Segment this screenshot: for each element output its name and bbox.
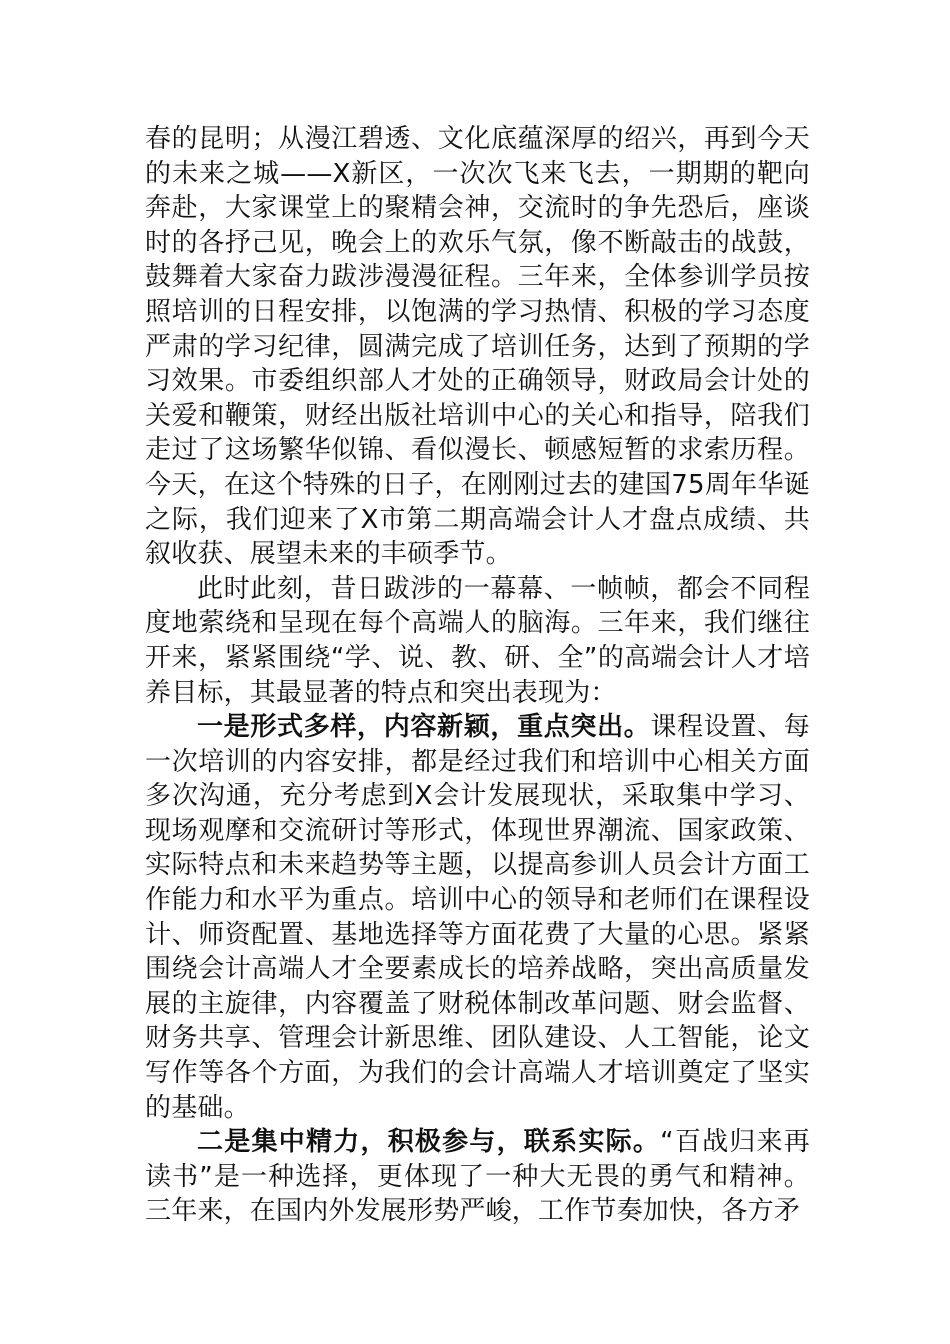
paragraph-lead: 一是形式多样，内容新颖，重点突出。	[197, 712, 651, 743]
paragraph-text: “百战归来再读书”是一种选择，更体现了一种大无畏的勇气和精神。三年来，在国内外发展形势严峻，工作节奏加快，各方矛	[145, 1127, 811, 1227]
paragraph-point-one	[145, 710, 810, 1125]
paragraph-lead: 二是集中精力，积极参与，联系实际。	[197, 1127, 661, 1158]
paragraph-point-two	[145, 1125, 810, 1229]
paragraph-text: 此时此刻，昔日跋涉的一幕幕、一帧帧，都会不同程度地萦绕和呈现在每个高端人的脑海。三年来，我们继往开来，紧紧围绕“学、说、教、研、全”的高端会计人才培养目标，其最显著的特点和突出表现为：	[145, 573, 810, 708]
document-body	[145, 122, 810, 1229]
paragraph-characteristics	[145, 572, 810, 710]
paragraph-text: 春的昆明；从漫江碧透、文化底蕴深厚的绍兴，再到今天的未来之城——X新区，一次次飞来飞去，一期期的靶向奔赴，大家课堂上的聚精会神，交流时的争先恐后，座谈时的各抒己见，晚会上的欢乐气氛，像不断敲击的战鼓，鼓舞着大家奋力跋涉漫漫征程。三年来，全体参训学员按照培训的日程安排，以饱满的学习热情、积极的学习态度严肃的学习纪律，圆满完成了培训任务，达到了预期的学习效果。市委组织部人才处的正确领导，财政局会计处的关爱和鞭策，财经出版社培训中心的关心和指导，陪我们走过了这场繁华似锦、看似漫长、顿感短暂的求索历程。今天，在这个特殊的日子，在刚刚过去的建国75周年华诞之际，我们迎来了X市第二期高端会计人才盘点成绩、共叙收获、展望未来的丰硕季节。	[145, 124, 810, 570]
paragraph-text: 课程设置、每一次培训的内容安排，都是经过我们和培训中心相关方面多次沟通，充分考虑到X会计发展现状，采取集中学习、现场观摩和交流研讨等形式，体现世界潮流、国家政策、实际特点和未来趋势等主题，以提高参训人员会计方面工作能力和水平为重点。培训中心的领导和老师们在课程设计、师资配置、基地选择等方面花费了大量的心思。紧紧围绕会计高端人才全要素成长的培养战略，突出高质量发展的主旋律，内容覆盖了财税体制改革问题、财会监督、财务共享、管理会计新思维、团队建设、人工智能，论文写作等各个方面，为我们的会计高端人才培训奠定了坚实的基础。	[145, 712, 810, 1123]
paragraph-continuation	[145, 122, 810, 572]
